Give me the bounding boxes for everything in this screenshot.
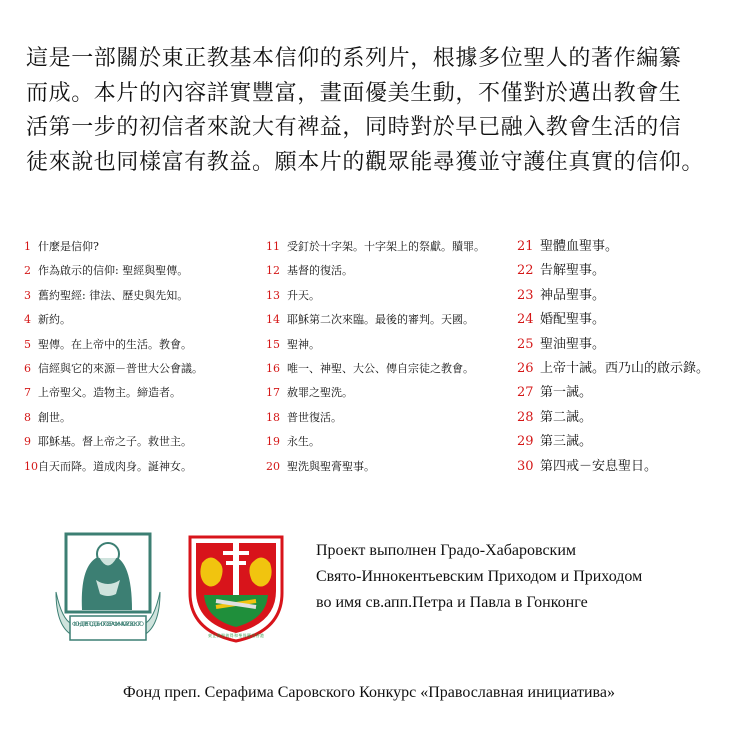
episode-title: 聖傳。在上帝中的生活。教會。 <box>38 337 192 351</box>
episode-number: 24 <box>517 312 534 328</box>
parish-emblem <box>186 531 286 643</box>
episode-item <box>24 379 203 403</box>
episode-number: 20 <box>266 459 280 473</box>
episode-title: 基督的復活。 <box>287 264 353 278</box>
episode-title: 第一誡。 <box>540 385 593 401</box>
project-credit-line: во имя св.апп.Петра и Павла в Гонконге <box>316 594 588 611</box>
episode-title: 普世復活。 <box>287 410 342 424</box>
footer-credit: Фонд преп. Серафима Саровского Конкурс «Православная инициатива» <box>123 684 615 701</box>
episode-item <box>24 453 203 477</box>
episode-item <box>266 306 485 330</box>
episode-number: 26 <box>517 360 534 376</box>
episode-number: 22 <box>517 263 534 279</box>
episode-item <box>517 453 709 477</box>
episode-title: 聖油聖事。 <box>540 336 606 352</box>
episode-number: 11 <box>266 240 280 253</box>
episode-item <box>517 428 709 452</box>
episode-title: 聖體血聖事。 <box>540 239 619 254</box>
episode-title: 上帝聖父。造物主。締造者。 <box>38 386 181 400</box>
episode-title: 耶穌第二次來臨。最後的審判。天國。 <box>287 313 474 327</box>
episode-item <box>266 257 485 281</box>
foundation-logo <box>52 528 164 648</box>
episode-number: 25 <box>517 336 534 352</box>
intro-line: 而成。本片的內容詳實豐富，畫面優美生動，不僅對於邁出教會生 <box>26 80 682 106</box>
project-credit <box>316 538 642 616</box>
project-credit-line: Свято-Иннокентьевским Приходом и Приходом <box>316 568 643 585</box>
foundation-logo-text: ФОНД ПРЕПОДОБНОГО СЕРАФИМА САРОВСКОГО <box>71 621 145 628</box>
episode-number: 3 <box>24 288 31 302</box>
episode-number: 23 <box>517 287 534 303</box>
episode-title: 什麼是信仰? <box>38 240 99 253</box>
episode-item <box>266 355 485 379</box>
episode-item <box>24 257 203 281</box>
episode-title: 升天。 <box>287 288 320 302</box>
episode-item <box>24 306 203 330</box>
episode-number: 21 <box>517 239 534 254</box>
episode-number: 27 <box>517 385 534 401</box>
episode-title: 舊約聖經: 律法、歷史與先知。 <box>38 288 189 302</box>
episode-title: 創世。 <box>38 410 71 424</box>
episode-item <box>517 355 709 379</box>
episode-title: 新約。 <box>38 313 71 327</box>
episode-number: 9 <box>24 435 31 449</box>
episode-title: 自天而降。道成肉身。誕神女。 <box>38 459 192 473</box>
episode-title: 赦罪之聖洗。 <box>287 386 353 400</box>
episode-item <box>266 331 485 355</box>
episode-item <box>24 355 203 379</box>
episode-number: 8 <box>24 410 31 424</box>
episode-item <box>266 453 485 477</box>
episode-item <box>517 404 709 428</box>
cross-bar <box>223 551 249 555</box>
episode-number: 5 <box>24 337 31 351</box>
episode-item <box>266 379 485 403</box>
episode-title: 受釘於十字架。十字架上的祭獻。贖罪。 <box>287 240 485 253</box>
episode-number: 15 <box>266 337 280 351</box>
episode-title: 聖神。 <box>287 337 320 351</box>
episode-title: 婚配聖事。 <box>540 312 606 328</box>
episode-title: 告解聖事。 <box>540 263 606 279</box>
episode-title: 耶穌基。督上帝之子。救世主。 <box>38 435 192 449</box>
episode-item <box>266 428 485 452</box>
episode-item <box>517 331 709 355</box>
episode-item <box>266 233 485 257</box>
episode-number: 30 <box>517 458 534 474</box>
episode-item <box>266 404 485 428</box>
project-credit-line: Проект выполнен Градо-Хабаровским <box>316 542 577 559</box>
cross-bar <box>226 561 246 565</box>
episode-item <box>517 306 709 330</box>
episode-number: 14 <box>266 313 280 327</box>
intro-line: 這是一部關於東正教基本信仰的系列片，根據多位聖人的著作編纂 <box>26 46 682 71</box>
episode-number: 29 <box>517 434 534 450</box>
episode-number: 19 <box>266 435 280 449</box>
episode-list-column-2 <box>266 233 485 477</box>
episode-number: 4 <box>24 313 31 327</box>
episode-number: 12 <box>266 264 280 278</box>
episode-number: 10 <box>24 459 38 473</box>
episode-title: 作為啟示的信仰: 聖經與聖傳。 <box>38 264 189 278</box>
episode-item <box>24 282 203 306</box>
episode-number: 18 <box>266 410 280 424</box>
intro-line: 活第一步的初信者來說大有裨益，同時對於早已融入教會生活的信 <box>26 115 682 140</box>
parish-emblem-text: 東正教聖彼得和聖保羅堂香港 <box>208 633 264 638</box>
episode-number: 6 <box>24 361 31 375</box>
episode-item <box>517 282 709 306</box>
episode-number: 2 <box>24 264 31 278</box>
episode-item <box>517 257 709 281</box>
episode-title: 神品聖事。 <box>540 287 606 303</box>
episode-title: 第四戒－安息聖日。 <box>540 458 658 474</box>
episode-item <box>24 404 203 428</box>
episode-item <box>266 282 485 306</box>
logo-banner <box>70 616 146 640</box>
episode-number: 7 <box>24 386 31 400</box>
episode-title: 第二誡。 <box>540 409 593 425</box>
episode-item <box>24 233 203 257</box>
episode-item <box>24 331 203 355</box>
episode-item <box>517 379 709 403</box>
episode-number: 17 <box>266 386 280 400</box>
cross-icon <box>233 541 239 595</box>
episode-item <box>24 428 203 452</box>
episode-item <box>517 233 709 257</box>
episode-list-column-1 <box>24 233 203 477</box>
episode-title: 上帝十誡。西乃山的啟示錄。 <box>540 360 710 376</box>
intro-paragraph <box>26 42 726 180</box>
episode-number: 16 <box>266 361 280 375</box>
episode-title: 第三誡。 <box>540 434 593 450</box>
episode-title: 永生。 <box>287 435 320 449</box>
intro-line: 徒來說也同樣富有教益。願本片的觀眾能尋獲並守護住真實的信仰。 <box>26 149 705 175</box>
episode-title: 唯一、神聖、大公、傳自宗徒之教會。 <box>287 361 474 375</box>
episode-number: 1 <box>24 240 31 253</box>
episode-list-column-3 <box>517 233 709 477</box>
episode-number: 13 <box>266 288 280 302</box>
episode-title: 聖洗與聖膏聖事。 <box>287 459 375 473</box>
episode-title: 信經與它的來源－普世大公會議。 <box>38 361 203 375</box>
episode-number: 28 <box>517 409 534 425</box>
